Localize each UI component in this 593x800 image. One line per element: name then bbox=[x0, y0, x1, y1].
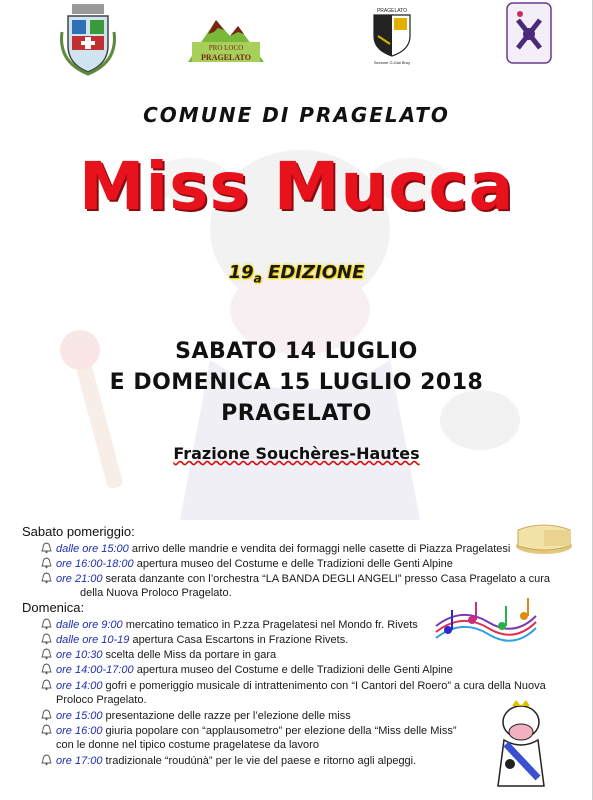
frazione-text: Frazione Souchères-Hautes bbox=[173, 444, 420, 463]
event-description: gofri e pomeriggio musicale di intrattenimento con “I Cantori del Roero” a cura della Nuova bbox=[102, 680, 546, 692]
event-continuation: Proloco Pragelato. bbox=[56, 694, 147, 706]
event-time: ore 16:00 bbox=[56, 725, 103, 737]
proloco-mountain-logo bbox=[186, 12, 266, 66]
miss-mucca-badge-icon bbox=[506, 2, 552, 64]
music-notes-icon bbox=[432, 596, 538, 646]
date-place: PRAGELATO bbox=[221, 401, 372, 426]
event-continuation: con le donne nel tipico costume pragelatese da lavoro bbox=[56, 739, 319, 751]
event-time: ore 17:00 bbox=[56, 755, 103, 767]
event-time: ore 14:00-17:00 bbox=[56, 664, 134, 676]
cow-mascot-icon bbox=[486, 700, 556, 792]
event-description: serata danzante con l’orchestra “LA BANDA DEGLI ANGELI” presso Casa Pragelato a cura bbox=[102, 573, 551, 585]
edizione-number: 19 bbox=[228, 262, 254, 283]
event-description: tradizionale “roudúnà” per le vie del paese e ritorno agli alpeggi. bbox=[102, 755, 417, 767]
event-item bbox=[40, 648, 276, 662]
bell-bullet-icon bbox=[40, 754, 53, 766]
edizione-word: EDIZIONE bbox=[268, 262, 365, 283]
bell-bullet-icon bbox=[40, 648, 53, 660]
bell-bullet-icon bbox=[40, 618, 53, 630]
event-description: presentazione delle razze per l’elezione delle miss bbox=[102, 710, 351, 722]
bell-bullet-icon bbox=[40, 557, 53, 569]
coat-of-arms-icon bbox=[58, 2, 118, 76]
event-time: ore 21:00 bbox=[56, 573, 103, 585]
frazione-location bbox=[0, 444, 593, 463]
event-description: apertura museo del Costume e delle Tradizioni delle Genti Alpine bbox=[133, 664, 453, 676]
proloco-text-top: PRO LOCO bbox=[208, 44, 244, 52]
event-item bbox=[40, 542, 510, 556]
event-item bbox=[40, 618, 418, 632]
event-description: giuria popolare con “applausometro” per elezione della “Miss delle Miss” bbox=[102, 725, 457, 737]
edizione-label bbox=[0, 262, 593, 286]
event-continuation: della Nuova Proloco Pragelato. bbox=[80, 587, 232, 599]
event-time: dalle ore 9:00 bbox=[56, 619, 123, 631]
event-description: apertura Casa Escartons in Frazione Rivets. bbox=[129, 634, 349, 646]
bell-bullet-icon bbox=[40, 679, 53, 691]
regional-shield-icon bbox=[364, 6, 420, 66]
proloco-text-bottom: PRAGELATO bbox=[201, 53, 251, 62]
bell-bullet-icon bbox=[40, 709, 53, 721]
event-item bbox=[40, 754, 416, 768]
bell-bullet-icon bbox=[40, 633, 53, 645]
event-description: arrivo delle mandrie e vendita dei formaggi nelle casette di Piazza Pragelatesi bbox=[128, 543, 511, 555]
event-description: scelta delle Miss da portare in gara bbox=[102, 649, 277, 661]
event-time: ore 10:30 bbox=[56, 649, 103, 661]
bell-bullet-icon bbox=[40, 572, 53, 584]
event-time: dalle ore 15:00 bbox=[56, 543, 129, 555]
event-dates bbox=[0, 336, 593, 429]
comune-heading: COMUNE DI PRAGELATO bbox=[143, 103, 450, 127]
event-item bbox=[40, 709, 351, 723]
edizione-suffix: a bbox=[253, 271, 262, 286]
event-item bbox=[40, 557, 453, 571]
date-line-1: SABATO 14 LUGLIO bbox=[175, 339, 418, 364]
event-time: ore 16:00-18:00 bbox=[56, 558, 134, 570]
event-item bbox=[40, 724, 457, 752]
cheese-icon bbox=[514, 516, 574, 556]
bell-bullet-icon bbox=[40, 724, 53, 736]
event-time: dalle ore 10-19 bbox=[56, 634, 130, 646]
event-item bbox=[40, 633, 348, 647]
event-description: apertura museo del Costume e delle Tradizioni delle Genti Alpine bbox=[133, 558, 453, 570]
logo3-caption: PRAGELATO bbox=[376, 8, 408, 14]
logo3-sub: Sezione G.Giai Bruy bbox=[373, 60, 411, 65]
date-line-2: E DOMENICA 15 LUGLIO 2018 bbox=[109, 370, 484, 395]
bell-bullet-icon bbox=[40, 542, 53, 554]
event-item bbox=[40, 663, 453, 677]
event-title: Miss Mucca bbox=[78, 148, 515, 225]
event-time: ore 15:00 bbox=[56, 710, 103, 722]
domenica-title: Domenica: bbox=[22, 600, 85, 615]
event-time: ore 14:00 bbox=[56, 680, 103, 692]
sabato-title: Sabato pomeriggio: bbox=[22, 524, 135, 539]
event-item bbox=[40, 679, 546, 707]
event-description: mercatino tematico in P.zza Pragelatesi nel Mondo fr. Rivets bbox=[122, 619, 418, 631]
bell-bullet-icon bbox=[40, 663, 53, 675]
